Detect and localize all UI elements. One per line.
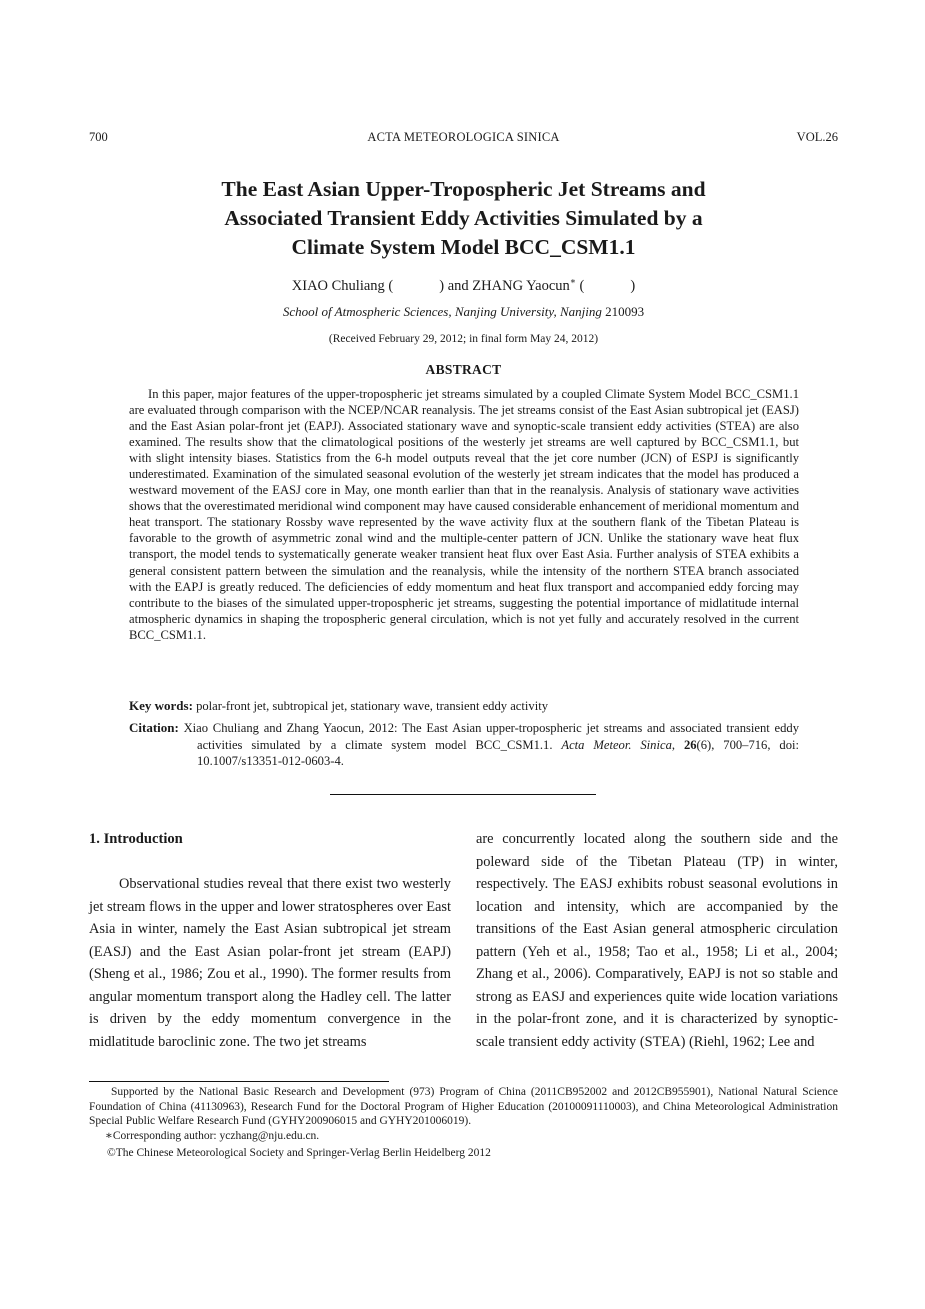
- citation-rest: (6), 700–716, doi: 10.1007/s13351-012-0603-4.: [197, 737, 799, 768]
- title-line-3: Climate System Model BCC_CSM1.1: [291, 235, 636, 259]
- intro-paragraph-left: Observational studies reveal that there exist two westerly jet stream flows in the upper and lower stratospheres over East Asia in winter, namely the East Asian subtropical jet stream (EASJ) and the East Asian polar-front jet stream (EAPJ) (Sheng et al., 1986; Zou et al., 1990). The former results from angular momentum transport along the Hadley cell. The latter is driven by the eddy momentum convergence in the midlatitude baroclinic zone. The two jet streams: [89, 876, 451, 1050]
- intro-paragraph-right: are concurrently located along the southern side and the poleward side of the Tibetan Plateau (TP) in winter, respectively. The EASJ exhibits robust seasonal evolutions in location and intensity, which are accompanied by the transitions of the East Asian general atmospheric circulation pattern (Yeh et al., 1958; Tao et al., 1958; Li et al., 2004; Zhang et al., 2006). Comparatively, EAPJ is not so stable and strong as EASJ and experiences quite wide location variations in the polar-front zone, and it is characterized by synoptic-scale transient eddy activity (STEA) (Riehl, 1962; Lee and: [476, 831, 838, 1050]
- citation-part1: Xiao Chuliang and Zhang Yaocun, 2012: The East Asian upper-tropospheric jet streams and associated transient eddy activities simulated by a climate system model BCC_CSM1.1.: [183, 721, 799, 752]
- citation-volume: 26: [683, 737, 697, 752]
- citation-journal: Acta Meteor. Sinica: [561, 737, 672, 752]
- paper-title: [89, 175, 838, 262]
- author-1: XIAO Chuliang (: [291, 277, 394, 294]
- affiliation-text: School of Atmospheric Sciences, Nanjing University, Nanjing: [282, 304, 602, 319]
- footnote-corresponding-author: ∗Corresponding author: yczhang@nju.edu.cn.: [105, 1129, 320, 1142]
- keywords-label: Key words:: [129, 698, 193, 713]
- keywords-text: polar-front jet, subtropical jet, stationary wave, transient eddy activity: [196, 699, 548, 713]
- footnote-copyright: ©The Chinese Meteorological Society and Springer-Verlag Berlin Heidelberg 2012: [107, 1147, 491, 1160]
- author-1-close: ): [439, 277, 445, 294]
- citation-label: Citation:: [129, 720, 179, 735]
- affiliation: [89, 304, 838, 320]
- title-line-2: Associated Transient Eddy Activities Simulated by a: [224, 206, 703, 230]
- left-column: [89, 828, 451, 1053]
- running-head: [89, 130, 838, 146]
- abstract-heading: ABSTRACT: [425, 362, 502, 377]
- section-heading-introduction: 1. Introduction: [89, 831, 183, 847]
- abstract-text: In this paper, major features of the upper-tropospheric jet streams simulated by a coupled Climate System Model BCC_CSM1.1 are evaluated through comparison with the NCEP/NCAR reanalysis. The jet streams consist of the East Asian subtropical jet (EASJ) and the East Asian polar-front jet (EAPJ). Associated stationary wave and synoptic-scale transient eddy activities (STEA) are also examined. The results show that the climatological positions of the westerly jet streams are well captured by BCC_CSM1.1, but with slight intensity biases. Statistics from the 6-h model outputs reveal that the jet core number (JCN) of ESPJ is significantly underestimated. Examination of the simulated seasonal evolution of the westerly jet stream indicates that the model has produced a westward movement of the EASJ core in May, one month earlier than that in the reanalysis. Analysis of stationary wave activities shows that the overestimated meridional wind component may have caused considerable enhancement of meridional momentum and heat transport. The stationary Rossby wave represented by the wave activity flux at the southern flank of the Tibetan Plateau is favorable to the growth of asymmetric zonal wind and the multiple-center pattern of JCN. Unlike the stationary wave heat flux transport, the model tends to systematically generate weaker transient heat flux over East Asia. Further analysis of STEA exhibits a general consistent pattern between the simulation and the reanalysis, while the intensity of the northern STEA branch associated with the EAPJ is greatly reduced. The deficiencies of eddy momentum and heat flux transport and accompanied eddy forcing may contribute to the biases of the simulated upper-tropospheric jet streams, suggesting the potential importance of midlatitude internal atmospheric dynamics in shaping the tropospheric general circulation, which is not yet fully and accurately resolved in the current BCC_CSM1.1.: [129, 387, 799, 642]
- title-line-1: The East Asian Upper-Tropospheric Jet Streams and: [221, 177, 706, 201]
- received-dates: (Received February 29, 2012; in final form May 24, 2012): [328, 333, 599, 345]
- citation: Citation: Xiao Chuliang and Zhang Yaocun, 2012: The East Asian upper-tropospheric jet streams and associated transient eddy activities simulated by a climate system model BCC_CSM1.1. Acta Meteor. Sinica, 26(6), 700–716, doi: 10.1007/s13351-012-0603-4.: [129, 720, 799, 768]
- footnote-support: Supported by the National Basic Research and Development (973) Program of China (2011CB952002 and 2012CB955901), National Natural Science Foundation of China (41130963), Research Fund for the Doctoral Program of Higher Education (20100091110003), and China Meteorological Administration Special Public Welfare Research Fund (GYHY200906015 and GYHY201006019).: [89, 1086, 838, 1128]
- journal-name: ACTA METEOROLOGICA SINICA: [367, 130, 560, 144]
- footnote-rule: [89, 1081, 389, 1082]
- postal-code: 210093: [605, 304, 645, 319]
- volume-label: VOL.26: [796, 130, 838, 144]
- section-divider: [330, 794, 596, 795]
- author-2-open: (: [579, 277, 585, 294]
- page-number: 700: [89, 130, 108, 144]
- footnotes: [89, 1085, 838, 1161]
- author-list: [89, 272, 838, 295]
- right-column: [476, 828, 838, 1053]
- author-2-close: ): [630, 277, 636, 294]
- keywords: [129, 698, 799, 714]
- corresponding-mark: ∗: [569, 276, 576, 286]
- author-conjunction: and: [447, 277, 469, 294]
- author-2: ZHANG Yaocun: [472, 277, 570, 294]
